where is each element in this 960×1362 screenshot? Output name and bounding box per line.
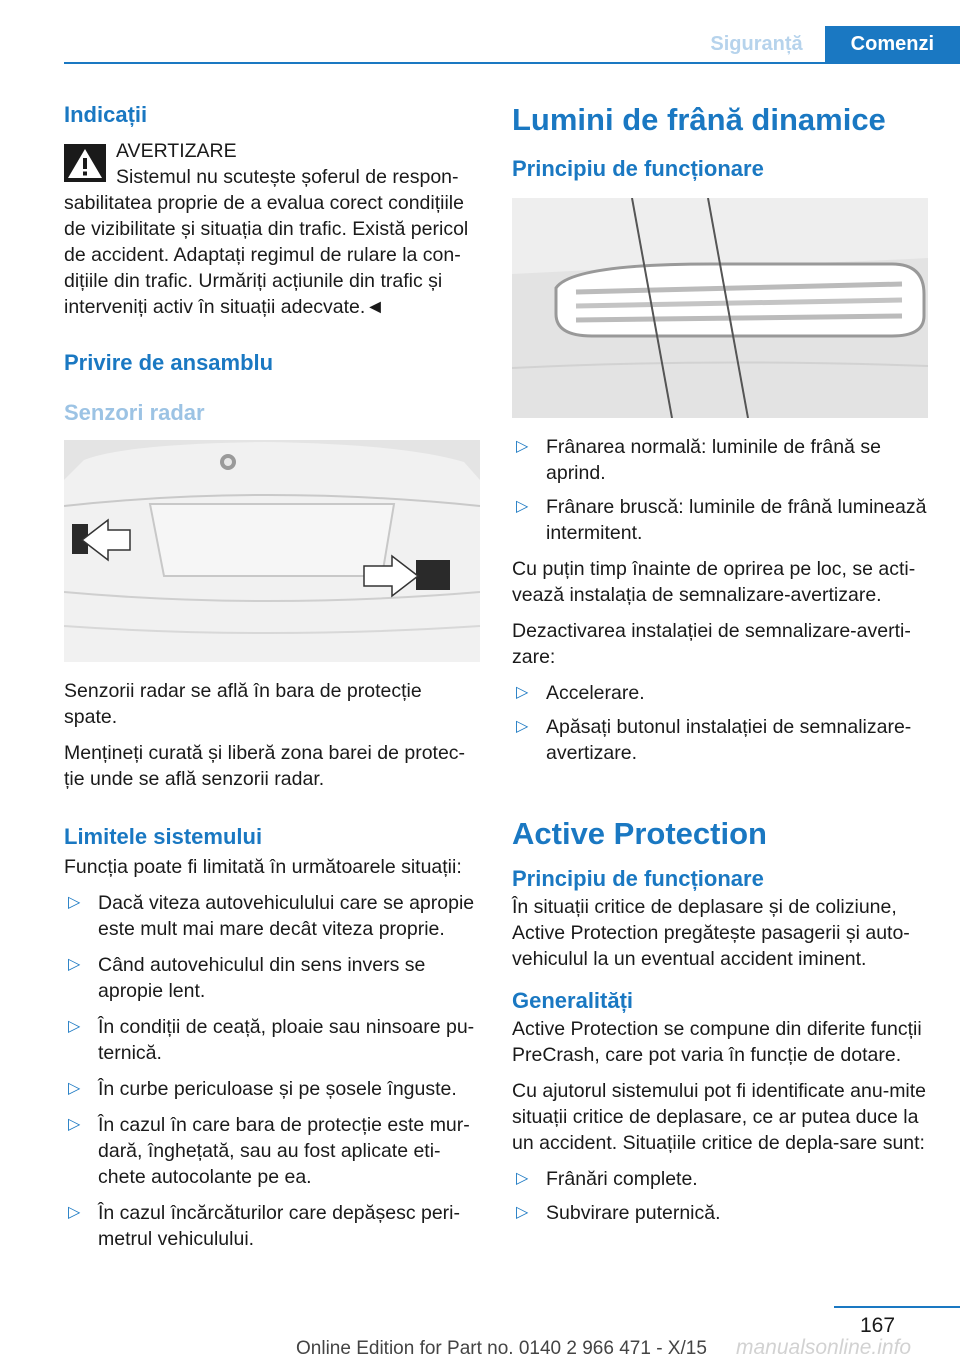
hazard-activation-text: Cu puțin timp înainte de oprirea pe loc, se acti-vează instalația de semnalizare-avertizare.: [512, 558, 916, 606]
warning-text: sabilitatea proprie de a evalua corect condițiile de vizibilitate și situația din trafic. Există pericol de accident. Adaptați regimul de rulare la con-dițiile din trafic. Urmăriți acțiunile din trafic și interveniți activ în situații adecvate.◄: [64, 192, 469, 318]
radar-heading: Senzori radar: [64, 400, 205, 425]
list-item: ▷ Frânări complete.: [512, 1166, 928, 1192]
general-text-2: Cu ajutorul sistemului pot fi identificate anu-mite situații critice de deplasare, ce ar putea duce la un accident. Situațiile critice de depla-sare sunt:: [512, 1080, 927, 1154]
edition-text: Online Edition for Part no. 0140 2 966 471 - X/15: [296, 1338, 707, 1359]
limits-heading: Limitele sistemului: [64, 824, 263, 849]
limits-intro: Funcția poate fi limitată în următoarele situații:: [64, 856, 462, 878]
tab-controls[interactable]: Comenzi: [825, 26, 960, 63]
footer-rule: [834, 1306, 960, 1308]
list-item: ▷ În cazul încărcăturilor care depășesc peri-metrul vehiculului.: [64, 1200, 480, 1252]
list-item: ▷ Când autovehiculul din sens invers se apropie lent.: [64, 952, 480, 1004]
active-protection-heading: Active Protection: [512, 816, 767, 851]
car-rear-illustration: [64, 440, 480, 662]
list-item: ▷ Subvirare puternică.: [512, 1200, 928, 1226]
radar-clean-text: Mențineți curată și liberă zona barei de protec-ție unde se află senzorii radar.: [64, 742, 466, 790]
right-column: [512, 100, 928, 1226]
watermark: manualsonline.info: [736, 1336, 912, 1359]
warning-line: Sistemul nu scutește șoferul de respon-: [116, 166, 459, 188]
list-item: ▷ În curbe periculoase și pe șosele înguste.: [64, 1076, 480, 1102]
warning-triangle-icon: [64, 144, 106, 182]
warning-block: [64, 138, 480, 320]
right-radar-sensor: [416, 560, 450, 590]
hazard-deactivation-text: Dezactivarea instalației de semnalizare-averti-zare:: [512, 620, 911, 668]
overview-heading: Privire de ansamblu: [64, 350, 274, 375]
left-column: [64, 100, 480, 1252]
page-number: 167: [860, 1314, 896, 1337]
indications-heading: Indicații: [64, 102, 148, 127]
brake-lights-heading: Lumini de frână dinamice: [512, 102, 886, 137]
header-rule: [64, 62, 960, 64]
tab-safety[interactable]: Siguranță: [710, 33, 803, 55]
brake-list: [512, 434, 928, 546]
deactivate-list: [512, 680, 928, 766]
list-item: ▷ Frânarea normală: luminile de frână se aprind.: [512, 434, 928, 486]
brake-principle-heading: Principiu de funcționare: [512, 156, 764, 181]
list-item: ▷ Apăsați butonul instalației de semnalizare-avertizare.: [512, 714, 928, 766]
general-heading: Generalități: [512, 988, 634, 1013]
ap-principle-heading: Principiu de funcționare: [512, 866, 764, 891]
warning-title: AVERTIZARE: [116, 140, 237, 162]
brake-light-figure: [512, 198, 928, 418]
list-item: ▷ Dacă viteza autovehiculului care se apropie este mult mai mare decât viteza proprie.: [64, 890, 480, 942]
tail-light-illustration: [512, 198, 928, 418]
general-text-1: Active Protection se compune din diferite funcții PreCrash, care pot varia în funcție de dotare.: [512, 1018, 922, 1066]
header-tabs: [688, 26, 960, 63]
list-item: ▷ În condiții de ceață, ploaie sau ninsoare pu-ternică.: [64, 1014, 480, 1066]
list-item: ▷ Accelerare.: [512, 680, 928, 706]
critical-situations-list: [512, 1166, 928, 1226]
ap-intro-text: În situații critice de deplasare și de coliziune, Active Protection pregătește pasagerii și auto-vehiculul la un eventual accident iminent.: [512, 896, 910, 970]
radar-sensors-figure: [64, 440, 480, 662]
list-item: ▷ În cazul în care bara de protecție este mur-dară, înghețată, sau au fost aplicate eti-chete autocolante pe ea.: [64, 1112, 480, 1190]
list-item: ▷ Frânare bruscă: luminile de frână luminează intermitent.: [512, 494, 928, 546]
limits-list: [64, 890, 480, 1252]
radar-location-text: Senzorii radar se află în bara de protecție spate.: [64, 680, 422, 728]
